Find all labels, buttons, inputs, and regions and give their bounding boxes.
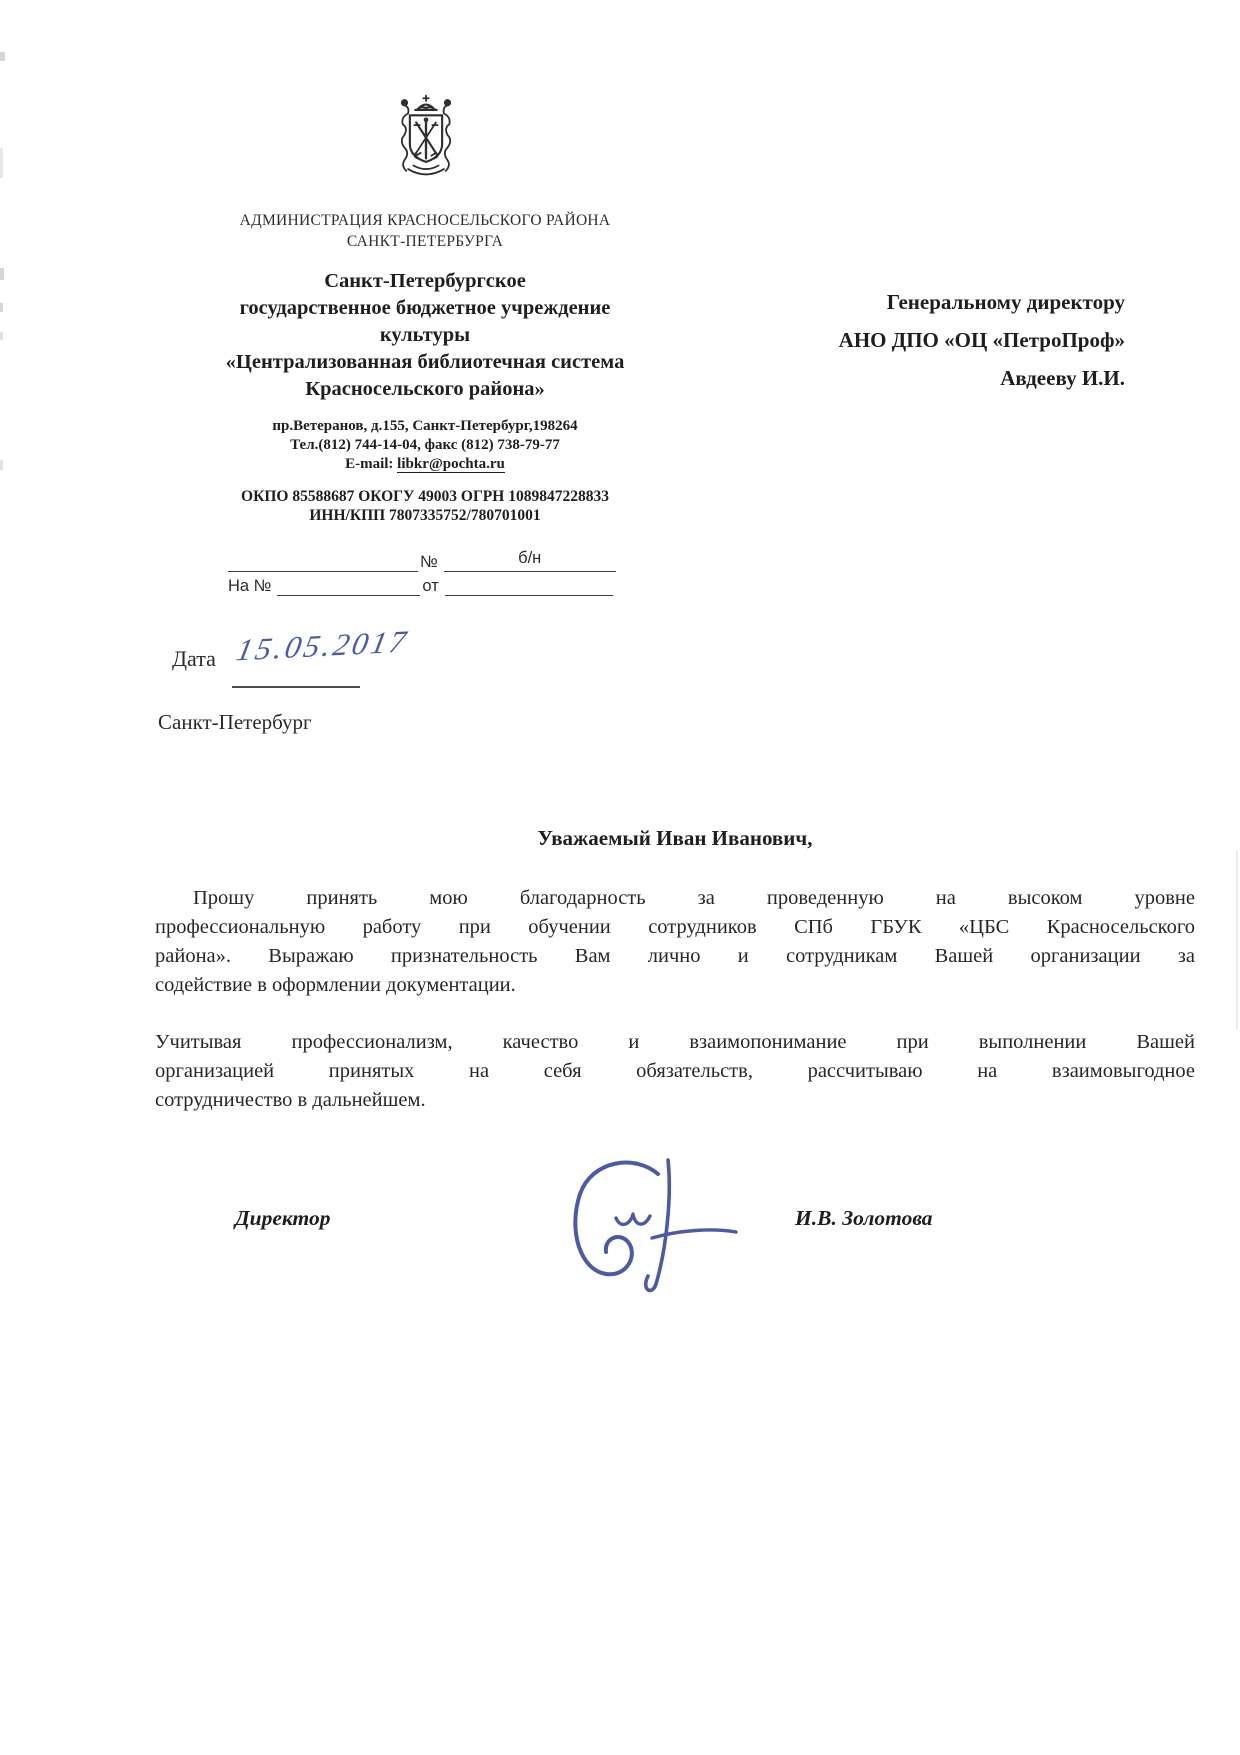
org-name-line: Санкт-Петербургское	[324, 270, 526, 292]
reference-lines	[228, 548, 628, 596]
sender-header	[145, 210, 705, 525]
incoming-number-row	[228, 572, 628, 596]
org-name-line: «Централизованная библиотечная система	[225, 351, 625, 373]
email-address: libkr@pochta.ru	[397, 456, 505, 472]
recipient-name: Авдееву И.И.	[1000, 366, 1125, 390]
inn-kpp-line: ИНН/КПП 7807335752/780701001	[309, 507, 541, 524]
scan-artifact	[0, 303, 3, 312]
administration-line: АДМИНИСТРАЦИЯ КРАСНОСЕЛЬСКОГО РАЙОНА	[239, 212, 611, 229]
city-line: Санкт-Петербург	[158, 710, 312, 734]
paragraph-2	[155, 1028, 1195, 1115]
from-label: от	[422, 577, 439, 595]
email-label: E-mail:	[345, 456, 394, 472]
email-line	[145, 455, 705, 474]
on-number-label: На №	[228, 577, 272, 595]
salutation: Уважаемый Иван Иванович,	[537, 826, 813, 850]
phone-fax: Тел.(812) 744-14-04, факс (812) 738-79-77	[290, 437, 560, 453]
number-sign-label: №	[420, 553, 438, 571]
body-line: района». Выражаю признательность Вам лично и сотрудникам Вашей организации за	[155, 945, 1195, 967]
spb-coat-of-arms-icon	[381, 92, 471, 187]
date-label: Дата	[172, 646, 216, 671]
body-line: содействие в оформлении документации.	[155, 974, 516, 996]
scan-artifact	[1236, 850, 1238, 1030]
scan-artifact	[0, 148, 3, 178]
administration-city-line: САНКТ-ПЕТЕРБУРГА	[346, 233, 504, 250]
org-name-line: Красносельского района»	[305, 378, 545, 400]
scan-artifact	[0, 52, 5, 61]
org-name-line: государственное бюджетное учреждение	[239, 297, 611, 319]
body-line: Учитывая профессионализм, качество и взаимопонимание при выполнении Вашей	[155, 1031, 1195, 1053]
incoming-number-blank	[277, 573, 420, 596]
paragraph-1	[155, 884, 1195, 1000]
recipient-position: Генеральному директору	[886, 290, 1125, 314]
date-underline	[232, 664, 360, 688]
scan-artifact	[0, 460, 3, 470]
registration-codes	[145, 487, 705, 525]
signer-name: И.В. Золотова	[795, 1206, 933, 1230]
scan-artifact	[0, 332, 3, 340]
recipient-organization: АНО ДПО «ОЦ «ПетроПроф»	[838, 328, 1125, 352]
outgoing-number-row	[228, 548, 628, 572]
handwritten-date: 15.05.2017	[233, 623, 413, 668]
body-line: Прошу принять мою благодарность за проведенную на высоком уровне	[193, 887, 1195, 909]
okpo-ogrn-line: ОКПО 85588687 ОКОГУ 49003 ОГРН 1089847228833	[241, 488, 609, 505]
body-line: профессиональную работу при обучении сотрудников СПб ГБУК «ЦБС Красносельского	[155, 916, 1195, 938]
body-line: сотрудничество в дальнейшем.	[155, 1089, 426, 1111]
outgoing-date-blank	[228, 549, 418, 572]
signer-title: Директор	[235, 1206, 331, 1230]
handwritten-signature-icon	[540, 1152, 775, 1302]
contact-block	[145, 417, 705, 474]
postal-address: пр.Ветеранов, д.155, Санкт-Петербург,198264	[272, 418, 578, 434]
recipient-block	[645, 283, 1125, 397]
scan-artifact	[0, 268, 4, 280]
org-name-line: культуры	[379, 324, 471, 346]
organization-name	[145, 268, 705, 403]
outgoing-number-value: б/н	[444, 549, 616, 572]
body-line: организацией принятых на себя обязательств, рассчитываю на взаимовыгодное	[155, 1060, 1195, 1082]
incoming-date-blank	[445, 573, 613, 596]
